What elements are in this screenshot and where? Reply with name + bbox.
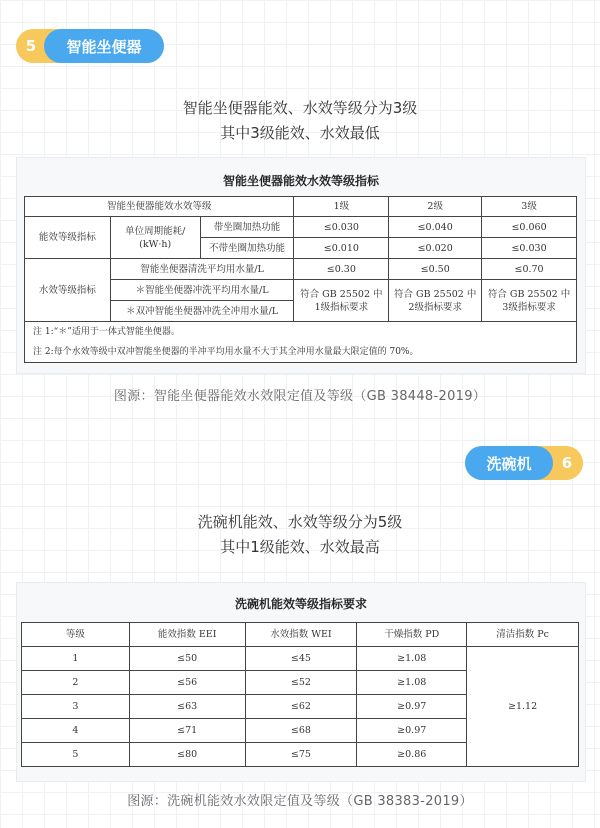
table-cell: ≤45 xyxy=(245,647,357,671)
row-label: 智能坐便器清洗平均用水量/L xyxy=(110,259,294,280)
table-cell xyxy=(389,280,482,322)
table-cell: ≥0.97 xyxy=(357,695,467,719)
table-cell: ≤56 xyxy=(129,671,245,695)
table-row xyxy=(25,217,577,238)
header-cell: 水效指数 WEI xyxy=(245,623,357,647)
header-cell: 2级 xyxy=(389,197,482,217)
toilet-standard-table xyxy=(24,196,577,363)
table-cell: ≤0.50 xyxy=(389,259,482,280)
table-cell: ≤80 xyxy=(129,743,245,767)
dishwasher-standard-table xyxy=(21,622,579,767)
table-cell: ≥1.08 xyxy=(357,647,467,671)
row-label: ＊智能坐便器冲洗平均用水量/L xyxy=(110,280,294,301)
section-5-headline xyxy=(0,96,600,146)
header-cell: 3级 xyxy=(482,197,577,217)
headline-line-2: 其中1级能效、水效最高 xyxy=(220,538,380,556)
row-sub-label xyxy=(110,217,200,259)
header-cell: 能效指数 EEI xyxy=(129,623,245,647)
table-cell: ≤0.030 xyxy=(482,238,577,259)
row-label: ＊双冲智能坐便器冲洗全冲用水量/L xyxy=(110,301,294,322)
table-cell: 3 xyxy=(22,695,130,719)
headline-line-1: 洗碗机能效、水效等级分为5级 xyxy=(197,513,403,531)
cell-line: 符合 GB 25502 中 xyxy=(487,288,571,300)
table-row xyxy=(25,197,577,217)
table-cell: ≥1.08 xyxy=(357,671,467,695)
section-title: 智能坐便器 xyxy=(44,29,164,63)
cell-line: 1级指标要求 xyxy=(314,301,369,313)
note-1: 注 1:“＊”适用于一体式智能坐便器。 xyxy=(33,327,180,337)
table-row xyxy=(22,647,579,671)
cell-line: 符合 GB 25502 中 xyxy=(300,288,383,300)
cell-line: 符合 GB 25502 中 xyxy=(394,288,477,300)
section-title: 洗碗机 xyxy=(465,446,553,480)
section-5-caption: 图源：智能坐便器能效水效限定值及等级（GB 38448-2019） xyxy=(113,389,487,404)
sub-label-line: 单位周期能耗/ xyxy=(125,225,186,237)
table-cell: ≥0.97 xyxy=(357,719,467,743)
row-group-label: 水效等级指标 xyxy=(25,259,111,322)
note-2: 注 2:每个水效等级中双冲智能坐便器的半冲平均用水量不大于其全冲用水量最大限定值的 70%。 xyxy=(33,347,419,357)
headline-line-2: 其中3级能效、水效最低 xyxy=(220,124,380,142)
cell-line: 3级指标要求 xyxy=(502,301,556,313)
section-number: 5 xyxy=(25,37,37,55)
table-row xyxy=(25,259,577,280)
section-number: 6 xyxy=(561,454,573,472)
section-6-badge xyxy=(465,446,583,480)
table-title: 智能坐便器能效水效等级指标 xyxy=(222,174,379,188)
table-cell: ≤52 xyxy=(245,671,357,695)
header-cell: 干燥指数 PD xyxy=(357,623,467,647)
row-group-label: 能效等级指标 xyxy=(25,217,111,259)
table-cell: ≤0.020 xyxy=(389,238,482,259)
header-cell: 1级 xyxy=(294,197,389,217)
table-cell: ≤68 xyxy=(245,719,357,743)
section-6-caption: 图源：洗碗机能效水效限定值及等级（GB 38383-2019） xyxy=(127,794,473,809)
table-cell: 4 xyxy=(22,719,130,743)
table-cell: ≤50 xyxy=(129,647,245,671)
dishwasher-table-panel xyxy=(16,582,586,782)
table-cell: ≤63 xyxy=(129,695,245,719)
header-cell: 清洁指数 Pc xyxy=(467,623,579,647)
section-6-headline xyxy=(0,510,600,560)
sub-label-line: (kW·h) xyxy=(139,238,172,250)
cell-line: 2级指标要求 xyxy=(408,301,462,313)
table-cell: ≤0.30 xyxy=(294,259,389,280)
header-cell: 等级 xyxy=(22,623,130,647)
table-cell: ≤62 xyxy=(245,695,357,719)
table-cell: ≥0.86 xyxy=(357,743,467,767)
header-cell: 智能坐便器能效水效等级 xyxy=(25,197,294,217)
table-cell: 5 xyxy=(22,743,130,767)
table-title: 洗碗机能效等级指标要求 xyxy=(234,597,367,611)
table-cell: ≤0.040 xyxy=(389,217,482,238)
table-cell: ≤0.030 xyxy=(294,217,389,238)
table-cell xyxy=(294,280,389,322)
row-label: 带坐圈加热功能 xyxy=(200,217,294,238)
table-cell: ≥1.12 xyxy=(467,647,579,767)
section-5-badge xyxy=(16,29,164,63)
table-row xyxy=(25,322,577,363)
headline-line-1: 智能坐便器能效、水效等级分为3级 xyxy=(182,99,418,117)
table-cell: 2 xyxy=(22,671,130,695)
table-cell: ≤0.010 xyxy=(294,238,389,259)
table-cell: 1 xyxy=(22,647,130,671)
table-cell xyxy=(482,280,577,322)
table-cell: ≤75 xyxy=(245,743,357,767)
row-label: 不带坐圈加热功能 xyxy=(200,238,294,259)
table-cell: ≤0.060 xyxy=(482,217,577,238)
table-notes xyxy=(25,322,577,363)
table-cell: ≤71 xyxy=(129,719,245,743)
table-row xyxy=(22,623,579,647)
table-cell: ≤0.70 xyxy=(482,259,577,280)
toilet-table-panel xyxy=(16,157,586,374)
